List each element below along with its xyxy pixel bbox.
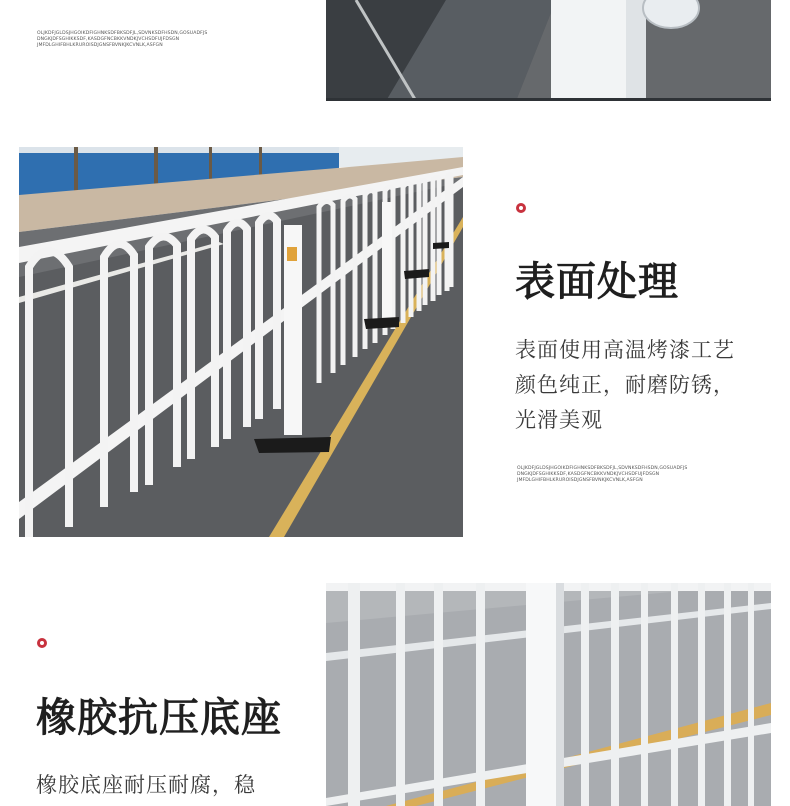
tiny-text-line: DNGKJDFSGHIKKSDF,KASDGFNCBKKVNDKJVCHSDFUJFDSGN xyxy=(37,37,180,42)
section-title-base: 橡胶抗压底座 xyxy=(36,695,282,741)
section-body-base xyxy=(36,768,256,803)
tiny-text-block-surface xyxy=(517,466,687,484)
tiny-text-line: OLJKDFJGLDSJHGOIKDFIGHNKSDFBKSDFJL,SDVNKSDFHSDN,GOSUADFJS xyxy=(517,466,688,471)
section-body-surface xyxy=(515,333,735,438)
tiny-text-line: JMFDLGHIFBHLKRUROISDJGNSFBVNKJKCVNLK,ASFGN xyxy=(517,478,643,483)
tiny-text-block-top xyxy=(37,31,207,49)
section-title-surface: 表面处理 xyxy=(515,259,679,305)
photo-post-closeup xyxy=(326,0,771,101)
body-line: 光滑美观 xyxy=(515,408,603,432)
body-line: 橡胶底座耐压耐腐，稳 xyxy=(36,773,256,797)
bullet-ring-icon xyxy=(516,203,526,213)
body-line: 颜色纯正，耐磨防锈， xyxy=(515,373,735,397)
tiny-text-line: OLJKDFJGLDSJHGOIKDFIGHNKSDFBKSDFJL,SDVNKSDFHSDN,GOSUADFJS xyxy=(37,31,208,36)
photo-street-fence xyxy=(19,147,463,537)
tiny-text-line: JMFDLGHIFBHLKRUROISDJGNSFBVNKJKCVNLK,ASFGN xyxy=(37,43,163,48)
photo-fence-bars xyxy=(326,583,771,806)
body-line: 表面使用高温烤漆工艺 xyxy=(515,338,735,362)
bullet-ring-icon xyxy=(37,638,47,648)
tiny-text-line: DNGKJDFSGHIKKSDF,KASDGFNCBKKVNDKJVCHSDFUJFDSGN xyxy=(517,472,660,477)
